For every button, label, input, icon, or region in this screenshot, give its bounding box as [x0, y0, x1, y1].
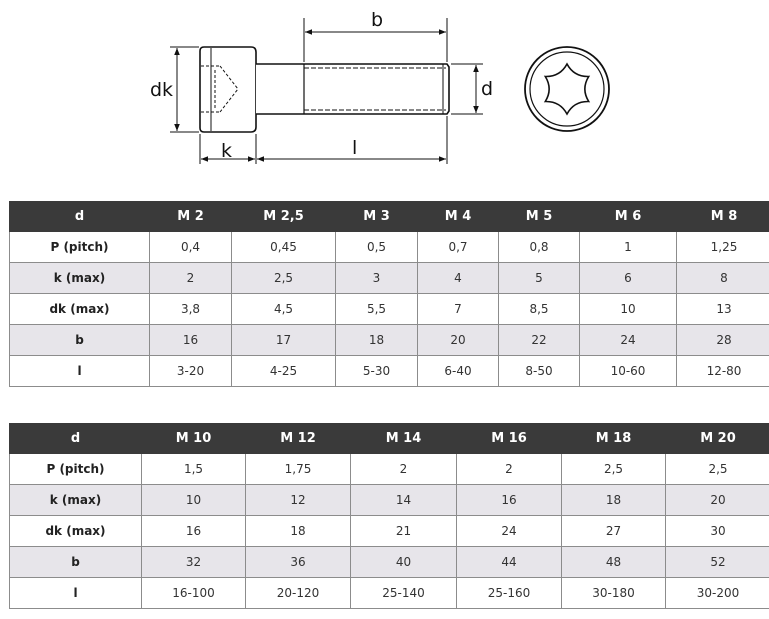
table-cell: 4-25	[232, 356, 336, 387]
table-cell: 0,5	[336, 232, 418, 263]
table-cell: 1,25	[677, 232, 769, 263]
table-cell: 16	[457, 485, 562, 516]
table-cell: 10	[142, 485, 246, 516]
table-cell: 2	[150, 263, 232, 294]
table-cell: 8	[677, 263, 769, 294]
table-cell: 1	[580, 232, 677, 263]
table-row	[10, 454, 769, 485]
header-cell-size: M 4	[418, 202, 499, 232]
row-label: P (pitch)	[10, 232, 150, 263]
row-label: b	[10, 325, 150, 356]
table-cell: 2	[457, 454, 562, 485]
torx-head-icon	[525, 47, 609, 131]
table-cell: 14	[351, 485, 457, 516]
table-cell: 0,8	[499, 232, 580, 263]
table-cell: 3	[336, 263, 418, 294]
dim-label-b: b	[371, 9, 384, 31]
table-cell: 27	[562, 516, 666, 547]
table-cell: 25-160	[457, 578, 562, 609]
spec-table-m10-m20	[9, 423, 769, 609]
table-cell: 16-100	[142, 578, 246, 609]
header-cell-size: M 18	[562, 424, 666, 454]
table-cell: 28	[677, 325, 769, 356]
table-cell: 24	[457, 516, 562, 547]
header-cell-size: M 3	[336, 202, 418, 232]
table-cell: 52	[666, 547, 769, 578]
screw-technical-drawing	[0, 0, 769, 190]
table-cell: 24	[580, 325, 677, 356]
row-label: l	[10, 578, 142, 609]
table-cell: 1,75	[246, 454, 351, 485]
table-cell: 5,5	[336, 294, 418, 325]
spec-table-m2-m8	[9, 201, 769, 387]
table-cell: 8,5	[499, 294, 580, 325]
table-cell: 0,4	[150, 232, 232, 263]
table-cell: 12-80	[677, 356, 769, 387]
header-cell-size: M 2	[150, 202, 232, 232]
dim-label-k: k	[221, 140, 233, 162]
table-cell: 48	[562, 547, 666, 578]
table-cell: 13	[677, 294, 769, 325]
header-cell-size: M 12	[246, 424, 351, 454]
table-cell: 16	[150, 325, 232, 356]
header-cell-size: M 8	[677, 202, 769, 232]
table-cell: 10-60	[580, 356, 677, 387]
table-cell: 8-50	[499, 356, 580, 387]
table-cell: 22	[499, 325, 580, 356]
table-cell: 10	[580, 294, 677, 325]
row-label: dk (max)	[10, 516, 142, 547]
table-cell: 3-20	[150, 356, 232, 387]
table-cell: 30-200	[666, 578, 769, 609]
table-cell: 2,5	[562, 454, 666, 485]
table-row	[10, 356, 769, 387]
table-cell: 2	[351, 454, 457, 485]
table-cell: 17	[232, 325, 336, 356]
table-cell: 4,5	[232, 294, 336, 325]
header-cell-size: M 14	[351, 424, 457, 454]
table-cell: 32	[142, 547, 246, 578]
header-cell-size: M 6	[580, 202, 677, 232]
table-row	[10, 578, 769, 609]
table-row	[10, 547, 769, 578]
table-cell: 20-120	[246, 578, 351, 609]
table-header-row	[10, 424, 769, 454]
header-cell-size: M 20	[666, 424, 769, 454]
table-row	[10, 294, 769, 325]
table-cell: 6-40	[418, 356, 499, 387]
table-cell: 2,5	[232, 263, 336, 294]
header-cell-size: M 5	[499, 202, 580, 232]
table-row	[10, 232, 769, 263]
header-cell-size: M 10	[142, 424, 246, 454]
row-label: k (max)	[10, 263, 150, 294]
table-header-row	[10, 202, 769, 232]
header-cell-size: M 2,5	[232, 202, 336, 232]
table-cell: 40	[351, 547, 457, 578]
dim-label-l: l	[352, 137, 358, 159]
row-label: k (max)	[10, 485, 142, 516]
dim-label-dk: dk	[150, 79, 174, 101]
table-cell: 36	[246, 547, 351, 578]
table-cell: 3,8	[150, 294, 232, 325]
row-label: dk (max)	[10, 294, 150, 325]
table-cell: 20	[418, 325, 499, 356]
header-cell-d: d	[10, 202, 150, 232]
table-row	[10, 263, 769, 294]
dim-label-d: d	[481, 78, 494, 100]
table-cell: 2,5	[666, 454, 769, 485]
row-label: b	[10, 547, 142, 578]
table-cell: 4	[418, 263, 499, 294]
table-cell: 21	[351, 516, 457, 547]
table-row	[10, 516, 769, 547]
table-cell: 30	[666, 516, 769, 547]
screw-side-view-icon	[200, 47, 449, 132]
table-cell: 7	[418, 294, 499, 325]
table-cell: 6	[580, 263, 677, 294]
table-cell: 5	[499, 263, 580, 294]
table-cell: 0,7	[418, 232, 499, 263]
header-cell-d: d	[10, 424, 142, 454]
table-cell: 18	[246, 516, 351, 547]
table-cell: 20	[666, 485, 769, 516]
row-label: P (pitch)	[10, 454, 142, 485]
table-cell: 5-30	[336, 356, 418, 387]
table-cell: 12	[246, 485, 351, 516]
table-cell: 25-140	[351, 578, 457, 609]
row-label: l	[10, 356, 150, 387]
table-cell: 16	[142, 516, 246, 547]
table-row	[10, 485, 769, 516]
table-cell: 0,45	[232, 232, 336, 263]
table-cell: 44	[457, 547, 562, 578]
table-row	[10, 325, 769, 356]
table-cell: 18	[562, 485, 666, 516]
table-cell: 18	[336, 325, 418, 356]
table-cell: 30-180	[562, 578, 666, 609]
header-cell-size: M 16	[457, 424, 562, 454]
table-cell: 1,5	[142, 454, 246, 485]
